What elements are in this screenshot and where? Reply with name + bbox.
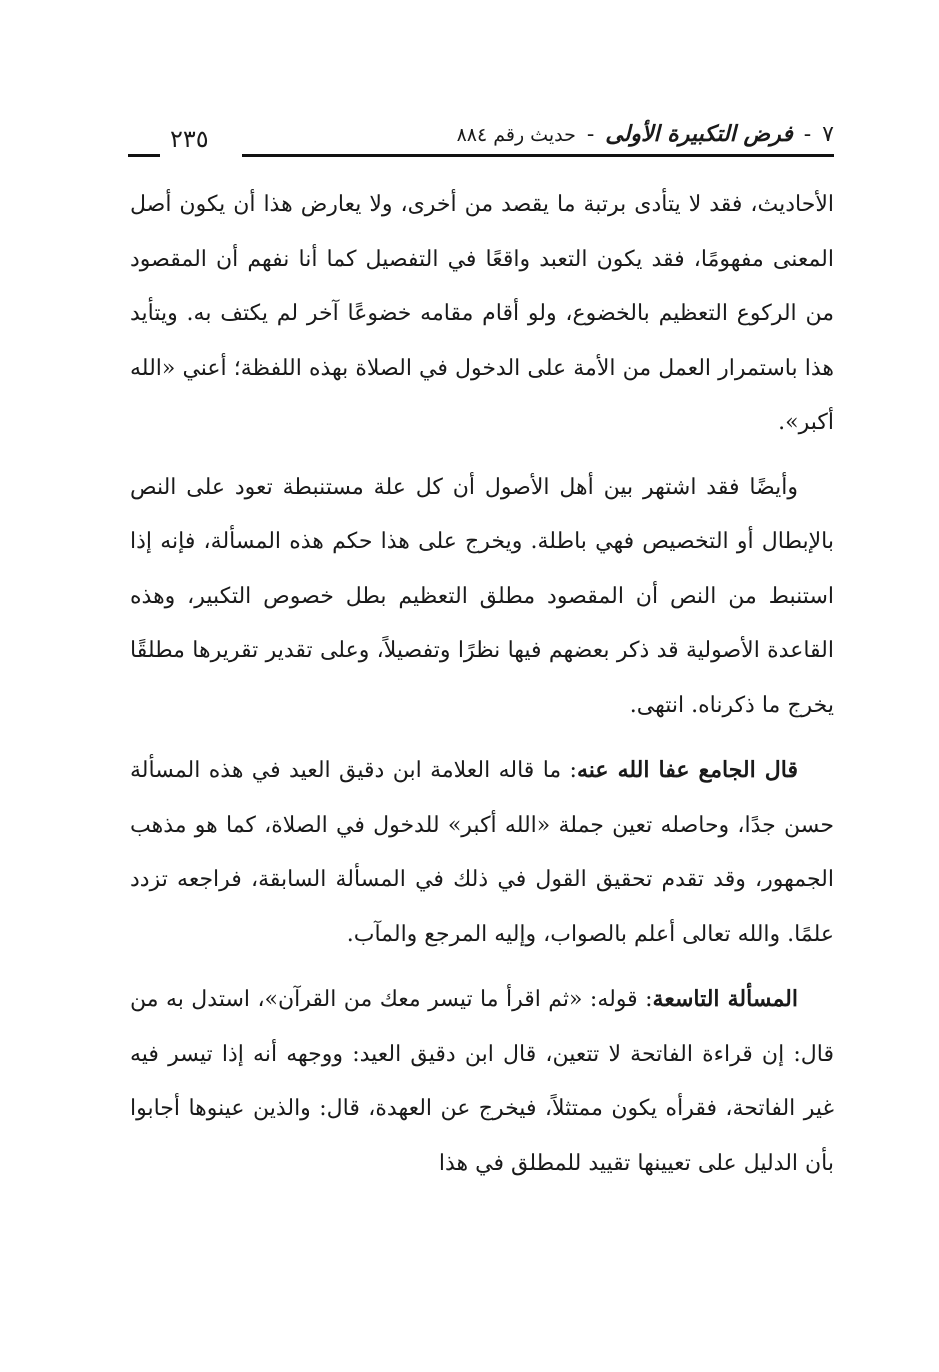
paragraph-text: : قوله: «ثم اقرأ ما تيسر معك من القرآن»، استدل به من قال: إن قراءة الفاتحة لا تتعين، قال ابن دقيق العيد: ووجهه أنه إذا تيسر فيه غير الفاتحة، فقرأه يكون ممتثلاً، فيخرج عن العهدة، قال: والذين عينوها أجابوا بأن الدليل على تعيينها تقييد للمطلق في هذا [130, 987, 834, 1176]
paragraph-text: الأحاديث، فقد لا يتأدى برتبة ما يقصد من أخرى، ولا يعارض هذا أن يكون أصل المعنى مفهومًا، فقد يكون التعبد واقعًا في التفصيل كما أنا نفهم أن المقصود من الركوع التعظيم بالخضوع، ولو أقام مقامه خضوعًا آخر لم يكتف به. ويتأيد هذا باستمرار العمل من الأمة على الدخول في الصلاة بهذه اللفظة؛ أعني «الله أكبر». [130, 192, 834, 435]
header-title [457, 120, 834, 149]
paragraph-lead: قال الجامع عفا الله عنه [576, 757, 799, 783]
header-rule [242, 154, 834, 157]
paragraph [130, 743, 834, 962]
paragraph-lead: المسألة التاسعة [652, 986, 798, 1012]
paragraph-text: وأيضًا فقد اشتهر بين أهل الأصول أن كل علة مستنبطة تعود على النص بالإبطال أو التخصيص فهي باطلة. ويخرج على هذا حكم هذه المسألة، فإنه إذا استنبط من النص أن المقصود مطلق التعظيم بطل خصوص التكبير، وهذه القاعدة الأصولية قد ذكر بعضهم فيها نظرًا وتفصيلاً، وعلى تقدير تقريرها مطلقًا يخرج ما ذكرناه. انتهى. [130, 474, 834, 718]
chapter-number: ٧ [822, 122, 834, 147]
paragraph [130, 972, 834, 1191]
running-header [128, 112, 834, 164]
header-dash: - [803, 122, 812, 147]
hadith-reference: حديث رقم ٨٨٤ [456, 124, 576, 146]
body-text [130, 178, 834, 1201]
paragraph-text: : ما قاله العلامة ابن دقيق العيد في هذه المسألة حسن جدًا، وحاصله تعين جملة «الله أكبر» للدخول في الصلاة، كما هو مذهب الجمهور، وقد تقدم تحقيق القول في ذلك في المسألة السابقة، فراجعه تزدد علمًا. والله تعالى أعلم بالصواب، وإليه المرجع والمآب. [130, 758, 834, 947]
paragraph [130, 461, 834, 734]
header-separator: - [586, 122, 595, 147]
page-number-dash [128, 154, 160, 157]
paragraph [130, 178, 834, 451]
page-number: ٢٣٥ [170, 125, 209, 153]
chapter-title: فرض التكبيرة الأولى [605, 121, 793, 147]
